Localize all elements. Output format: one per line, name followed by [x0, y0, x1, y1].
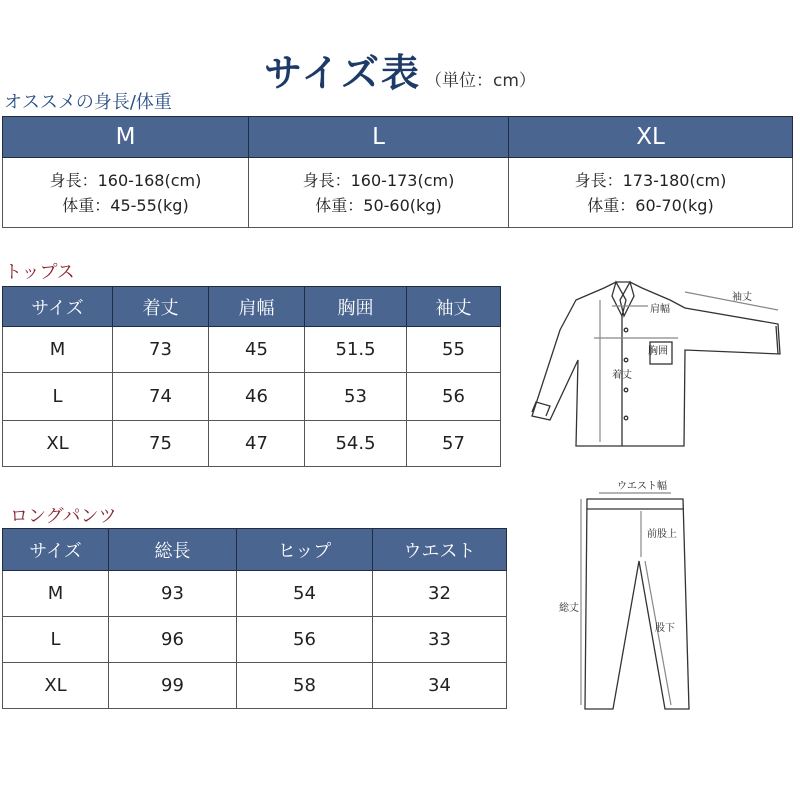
tops-header-shoulder: 肩幅: [209, 287, 305, 327]
recommended-header-row: [3, 117, 793, 158]
total-cell: 99: [109, 663, 237, 709]
size-cell: M: [3, 327, 113, 373]
sleeve-length-label: 袖丈: [732, 292, 752, 303]
pants-arrows: [581, 493, 671, 705]
length-cell: 74: [113, 373, 209, 421]
tops-header-length: 着丈: [113, 287, 209, 327]
size-cell: L: [3, 373, 113, 421]
pants-label: ロングパンツ: [10, 506, 117, 527]
chest-cell: 51.5: [305, 327, 407, 373]
pants-diagram: [555, 475, 715, 715]
waist-width-label: ウエスト幅: [617, 481, 667, 492]
sleeve-cell: 55: [407, 327, 501, 373]
size-cell: XL: [3, 421, 113, 467]
recommended-cell-M: [3, 158, 249, 228]
recommended-label: オススメの身長/体重: [4, 92, 172, 113]
total-cell: 93: [109, 571, 237, 617]
tops-header-row: [3, 287, 501, 327]
height-range: 身長：160-173(cm): [302, 170, 455, 190]
pants-header-size: サイズ: [3, 529, 109, 571]
total-cell: 96: [109, 617, 237, 663]
size-cell: L: [3, 617, 109, 663]
front-rise-label: 前股上: [647, 529, 677, 540]
recommended-size-M: M: [3, 117, 249, 158]
length-cell: 75: [113, 421, 209, 467]
recommended-size-L: L: [249, 117, 509, 158]
tops-header-size: サイズ: [3, 287, 113, 327]
table-row: [3, 663, 507, 709]
hip-cell: 58: [237, 663, 373, 709]
pants-header-total: 総長: [109, 529, 237, 571]
recommended-body-row: [3, 158, 793, 228]
sleeve-cell: 56: [407, 373, 501, 421]
length-cell: 73: [113, 327, 209, 373]
tops-label: トップス: [4, 262, 75, 283]
waist-cell: 33: [373, 617, 507, 663]
tops-header-sleeve: 袖丈: [407, 287, 501, 327]
table-row: [3, 421, 501, 467]
hip-cell: 54: [237, 571, 373, 617]
chest-label: 胸囲: [648, 346, 668, 357]
chest-cell: 53: [305, 373, 407, 421]
title-main: サイズ表: [264, 50, 422, 95]
shoulder-cell: 47: [209, 421, 305, 467]
pants-table: [2, 528, 507, 709]
pants-header-hip: ヒップ: [237, 529, 373, 571]
waist-cell: 32: [373, 571, 507, 617]
body-length-label: 着丈: [612, 370, 632, 381]
shirt-diagram: [520, 270, 800, 460]
size-cell: M: [3, 571, 109, 617]
table-row: [3, 373, 501, 421]
recommended-size-XL: XL: [509, 117, 793, 158]
pants-header-row: [3, 529, 507, 571]
table-row: [3, 617, 507, 663]
recommended-cell-L: [249, 158, 509, 228]
hip-cell: 56: [237, 617, 373, 663]
recommended-cell-XL: [509, 158, 793, 228]
height-range: 身長：173-180(cm): [574, 170, 727, 190]
inseam-label: 股下: [655, 623, 675, 634]
sleeve-cell: 57: [407, 421, 501, 467]
weight-range: 体重：50-60(kg): [315, 195, 442, 215]
size-cell: XL: [3, 663, 109, 709]
shoulder-width-label: 肩幅: [650, 304, 670, 315]
table-row: [3, 327, 501, 373]
weight-range: 体重：45-55(kg): [62, 195, 189, 215]
tops-header-chest: 胸囲: [305, 287, 407, 327]
title-unit: （単位：cm）: [425, 71, 536, 91]
shoulder-cell: 46: [209, 373, 305, 421]
total-length-label: 総丈: [559, 603, 579, 614]
tops-table: [2, 286, 501, 467]
recommended-table: [2, 116, 793, 228]
chest-cell: 54.5: [305, 421, 407, 467]
shoulder-cell: 45: [209, 327, 305, 373]
weight-range: 体重：60-70(kg): [587, 195, 714, 215]
pants-header-waist: ウエスト: [373, 529, 507, 571]
table-row: [3, 571, 507, 617]
height-range: 身長：160-168(cm): [49, 170, 202, 190]
waist-cell: 34: [373, 663, 507, 709]
